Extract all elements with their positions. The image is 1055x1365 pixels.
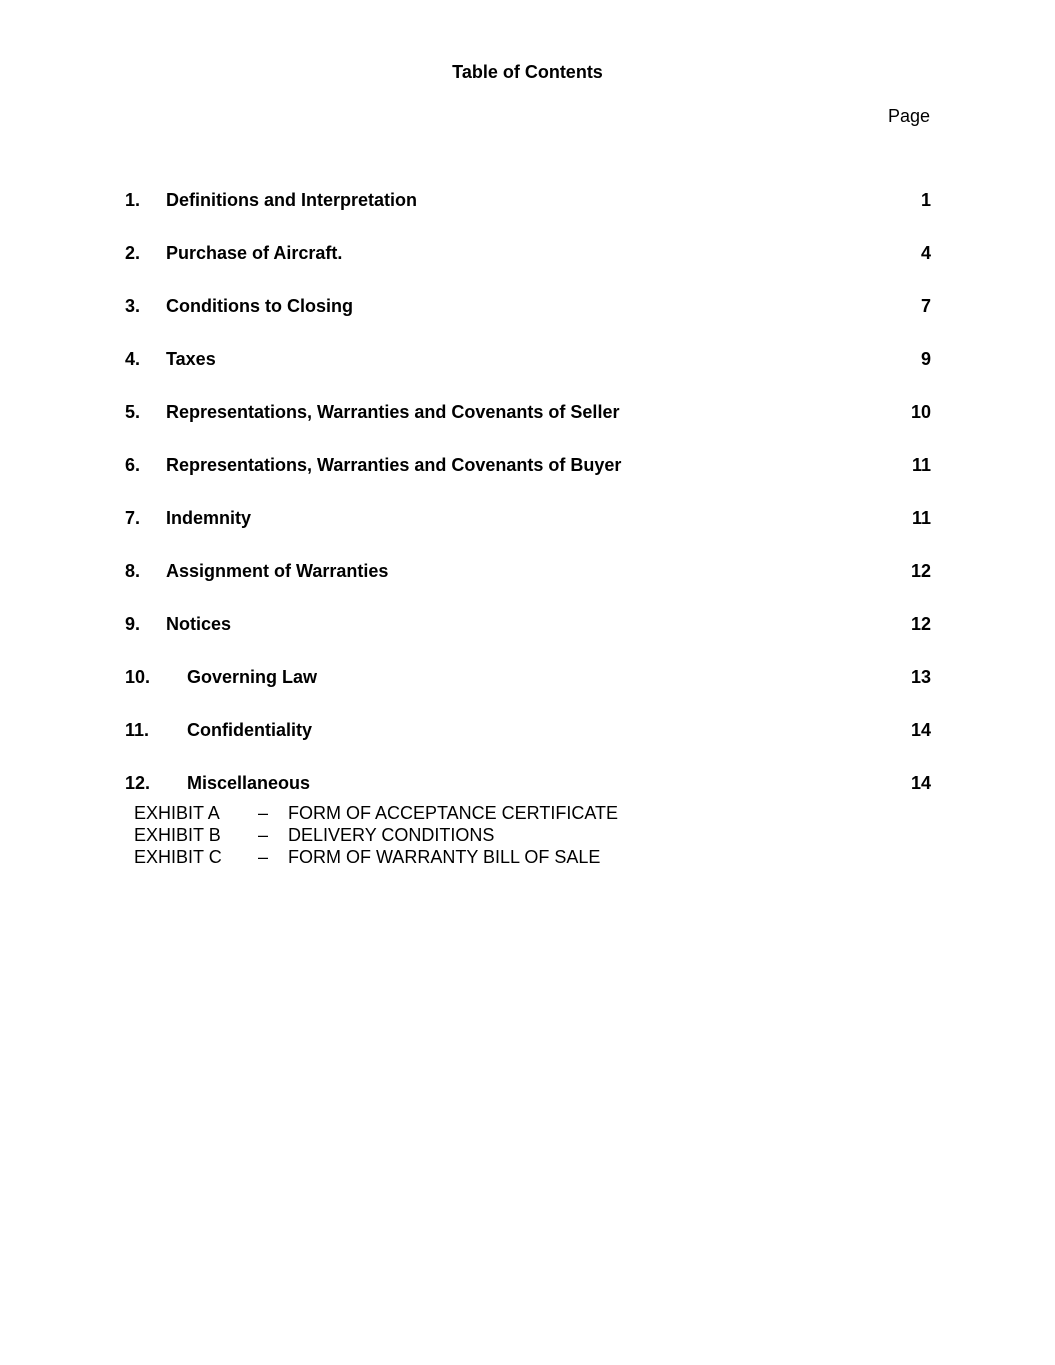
toc-entry-number: 6. [125, 455, 141, 475]
exhibit-dash: – [258, 847, 269, 867]
exhibit-entry[interactable] [134, 846, 834, 868]
toc-entry[interactable] [125, 243, 931, 296]
toc-entry-page: 1 [920, 190, 931, 210]
exhibit-title: DELIVERY CONDITIONS [288, 825, 495, 845]
toc-entry-page: 11 [911, 455, 931, 475]
exhibit-title: FORM OF WARRANTY BILL OF SALE [288, 847, 601, 867]
toc-entry-page: 13 [910, 667, 931, 687]
toc-entry-title: Representations, Warranties and Covenants of Seller [166, 402, 620, 422]
toc-entry-title: Representations, Warranties and Covenants of Buyer [166, 455, 622, 475]
toc-entry[interactable] [125, 349, 931, 402]
toc-entry-page: 9 [920, 349, 931, 369]
exhibit-entry[interactable] [134, 824, 834, 846]
exhibit-title: FORM OF ACCEPTANCE CERTIFICATE [288, 803, 619, 823]
toc-entry-number: 11. [125, 720, 150, 740]
toc-entry-page: 7 [920, 296, 931, 316]
exhibit-dash: – [258, 803, 269, 823]
exhibit-entry[interactable] [134, 802, 834, 824]
page-column-header: Page [887, 106, 930, 126]
toc-entry-number: 8. [125, 561, 141, 581]
exhibit-label: EXHIBIT C [134, 847, 222, 867]
toc-entry-number: 10. [125, 667, 151, 687]
toc-entry-page: 12 [910, 614, 931, 634]
toc-entry[interactable] [125, 667, 931, 720]
toc-entry-title: Governing Law [187, 667, 318, 687]
toc-entry[interactable] [125, 561, 931, 614]
toc-entry-page: 10 [910, 402, 931, 422]
toc-list [125, 190, 931, 826]
page-title: Table of Contents [452, 62, 603, 82]
toc-entry-page: 4 [920, 243, 931, 263]
toc-entry-page: 14 [910, 773, 931, 793]
toc-entry-title: Assignment of Warranties [166, 561, 389, 581]
toc-entry-title: Miscellaneous [187, 773, 311, 793]
toc-entry-number: 5. [125, 402, 141, 422]
toc-entry[interactable] [125, 190, 931, 243]
toc-entry-number: 4. [125, 349, 141, 369]
toc-entry[interactable] [125, 455, 931, 508]
toc-entry-page: 12 [910, 561, 931, 581]
toc-entry[interactable] [125, 614, 931, 667]
toc-entry[interactable] [125, 720, 931, 773]
toc-entry-title: Definitions and Interpretation [166, 190, 418, 210]
toc-entry[interactable] [125, 508, 931, 561]
exhibit-list [134, 802, 834, 868]
exhibit-label: EXHIBIT A [134, 803, 220, 823]
toc-entry-number: 2. [125, 243, 141, 263]
toc-entry-page: 14 [910, 720, 931, 740]
exhibit-label: EXHIBIT B [134, 825, 221, 845]
toc-entry-number: 3. [125, 296, 141, 316]
toc-entry-number: 1. [125, 190, 141, 210]
toc-entry-title: Taxes [166, 349, 216, 369]
toc-entry-number: 12. [125, 773, 151, 793]
toc-entry-page: 11 [911, 508, 931, 528]
toc-entry-title: Conditions to Closing [166, 296, 353, 316]
toc-entry[interactable] [125, 402, 931, 455]
toc-entry-title: Confidentiality [187, 720, 312, 740]
toc-entry-number: 9. [125, 614, 141, 634]
exhibit-dash: – [258, 825, 269, 845]
toc-entry-title: Indemnity [166, 508, 252, 528]
toc-entry-number: 7. [125, 508, 141, 528]
toc-entry-title: Purchase of Aircraft. [166, 243, 343, 263]
toc-entry-title: Notices [166, 614, 232, 634]
toc-entry[interactable] [125, 296, 931, 349]
